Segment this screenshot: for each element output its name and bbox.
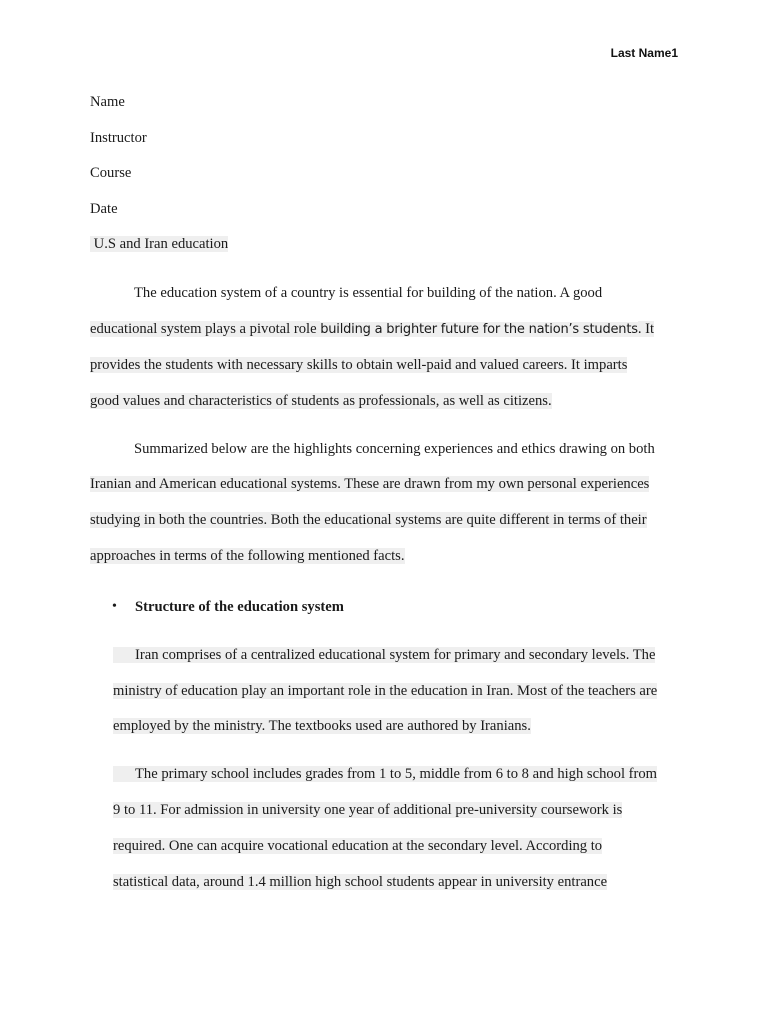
p1-text-4: good values and characteristics of students as professionals, as well as citizens. [90, 393, 552, 409]
document-title-text: U.S and Iran education [90, 236, 229, 252]
p1-text-2b: building a brighter future for the nation’s students [320, 322, 638, 337]
paragraph-1-line-3 [90, 355, 627, 375]
p2-text-1: Summarized below are the highlights concerning experiences and ethics drawing on both [134, 441, 655, 457]
paragraph-4-line-4 [113, 872, 607, 892]
course-name: Course [90, 165, 132, 181]
p4-text-3: required. One can acquire vocational education at the secondary level. According to [113, 838, 603, 854]
paragraph-4-line-2 [113, 800, 622, 820]
paragraph-2-line-2 [90, 474, 649, 494]
paragraph-4-line-1 [113, 764, 657, 784]
p2-text-3: studying in both the countries. Both the educational systems are quite different in terms of their [90, 512, 647, 528]
section-heading: Structure of the education system [135, 599, 344, 615]
paragraph-3-line-3 [113, 716, 531, 736]
p4-text-4: statistical data, around 1.4 million high school students appear in university entrance [113, 874, 608, 890]
paragraph-4-line-3 [113, 836, 602, 856]
p4-text-2: 9 to 11. For admission in university one year of additional pre-university coursework is [113, 802, 623, 818]
document-title [90, 234, 228, 254]
paragraph-2-line-1 [90, 439, 655, 459]
bullet-icon: • [112, 599, 117, 614]
p3-text-3: employed by the ministry. The textbooks used are authored by Iranians. [113, 718, 531, 734]
paragraph-2-line-3 [90, 510, 647, 530]
p2-text-2: Iranian and American educational systems. These are drawn from my own personal experiences [90, 476, 650, 492]
paragraph-3-line-2 [113, 681, 657, 701]
paragraph-3-line-1 [113, 645, 655, 665]
paragraph-2-line-4 [90, 546, 405, 566]
p1-text-2a: educational system plays a pivotal role [90, 321, 321, 337]
p1-text-3: provides the students with necessary skills to obtain well-paid and valued careers. It imparts [90, 357, 628, 373]
instructor-name: Instructor [90, 130, 147, 146]
p4-text-1: The primary school includes grades from 1 to 5, middle from 6 to 8 and high school from [113, 766, 657, 782]
paragraph-1-line-1 [90, 283, 602, 303]
date: Date [90, 201, 118, 217]
p2-text-4: approaches in terms of the following mentioned facts. [90, 548, 405, 564]
p1-text-2c: . It [637, 321, 655, 337]
running-head: Last Name1 [610, 46, 678, 60]
p3-text-1: Iran comprises of a centralized educational system for primary and secondary levels. The [113, 647, 655, 663]
p1-text-1: The education system of a country is essential for building of the nation. A good [134, 285, 603, 301]
paragraph-1-line-2 [90, 319, 654, 340]
paragraph-1-line-4 [90, 391, 552, 411]
student-name: Name [90, 94, 125, 110]
p3-text-2: ministry of education play an important role in the education in Iran. Most of the teachers are [113, 683, 658, 699]
